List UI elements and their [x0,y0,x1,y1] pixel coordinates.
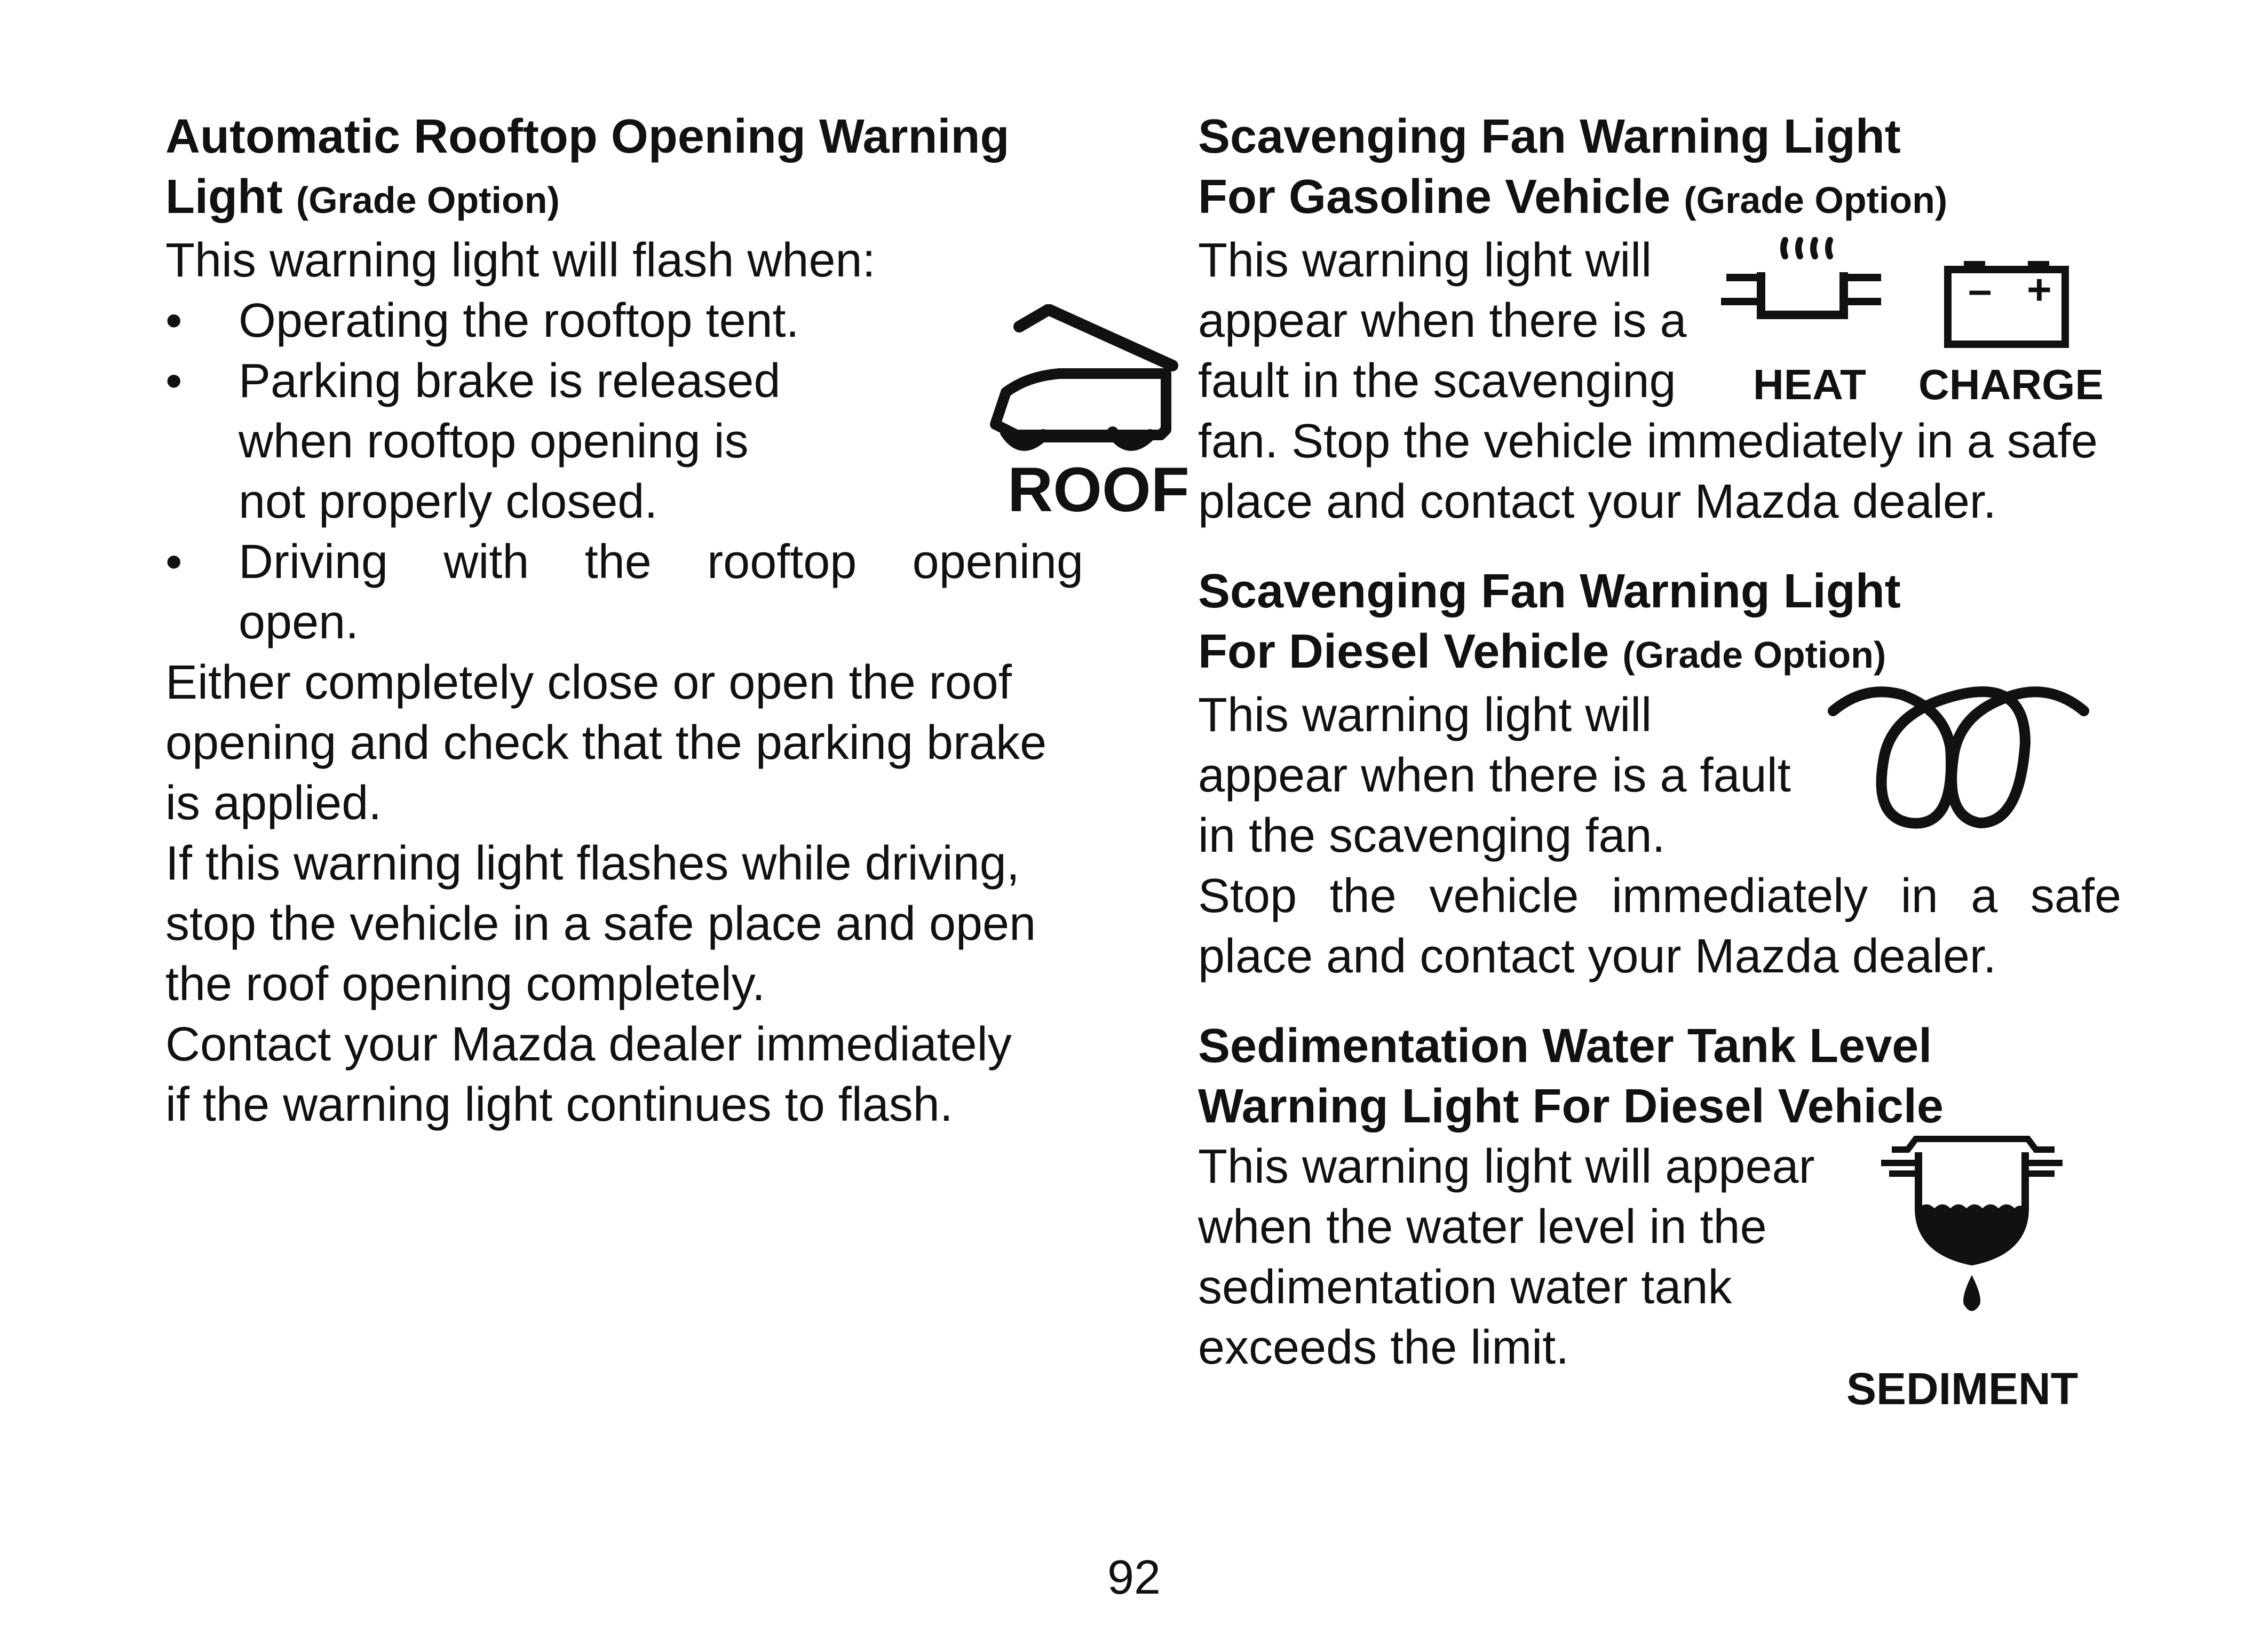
paragraph-line: when the water level in the [1198,1200,1767,1254]
paragraph-line: exceeds the limit. [1198,1321,1569,1374]
bullet-text: Parking brake is released [239,354,781,408]
gasoline-heading-vehicle: For Gasoline Vehicle [1198,170,1671,224]
rooftop-warning-section [165,107,1189,1135]
car-rooftop-icon [969,304,1193,459]
diesel-heading-line2 [1198,622,2121,685]
scavenging-diesel-section [1198,561,2121,987]
paragraph-line: in the scavenging fan. [1198,809,1666,862]
sediment-icon-label: SEDIMENT [1846,1364,2079,1414]
gasoline-heading-line1: Scavenging Fan Warning Light [1198,110,1901,163]
paragraph-line: This warning light will [1198,688,1652,742]
rooftop-intro: This warning light will flash when: [165,234,876,287]
rooftop-heading-line2 [165,167,1083,231]
paragraph-line: appear when there is a fault [1198,749,1791,802]
sediment-heading-line1: Sedimentation Water Tank Level [1198,1019,1932,1073]
bullet-text: when rooftop opening is [239,415,749,468]
bullet-dot: • [165,294,183,347]
paragraph-line: Stop the vehicle immediately in a safe [1198,869,2121,923]
page-number: 92 [1107,1551,1161,1604]
bullet-text: not properly closed. [239,475,658,528]
paragraph-line: stop the vehicle in a safe place and open [165,897,1036,951]
roof-warning-icon-group [819,304,1225,528]
roof-icon-label: ROOF [1008,455,1189,525]
sediment-tank-icon [1865,1128,2079,1352]
paragraph-line: opening and check that the parking brake [165,716,1047,770]
gasoline-heading [1198,107,2121,231]
paragraph-line: place and contact your Mazda dealer. [1198,930,1996,983]
bullet-text: Driving with the rooftop opening [239,535,1083,589]
rooftop-heading-light: Light [165,170,283,224]
battery-charge-icon [1932,254,2081,350]
grade-option-label: (Grade Option) [296,179,560,221]
paragraph-line: sedimentation water tank [1198,1261,1732,1314]
battery-outline [1932,254,2081,350]
bullet-item [165,532,1083,653]
diesel-heading-vehicle: For Diesel Vehicle [1198,625,1609,678]
paragraph-line: Either completely close or open the roof [165,656,1012,709]
right-column [1198,107,2121,1414]
paragraph-line: place and contact your Mazda dealer. [1198,475,1996,528]
paragraph-line: This warning light will appear [1198,1140,1815,1193]
paragraph-line: is applied. [165,777,382,830]
gasoline-heading-line2 [1198,167,2121,231]
glow-plug-heat-icon [1705,235,1902,342]
rooftop-paragraph-3 [165,1015,1083,1135]
bullet-dot: • [165,354,183,408]
diesel-heading [1198,561,2121,685]
sediment-heading [1198,1016,2121,1137]
paragraph-line: If this warning light flashes while driving, [165,837,1020,890]
paragraph-line: fan. Stop the vehicle immediately in a safe [1198,415,2098,468]
sediment-section [1198,1016,2121,1414]
paragraph-line: Contact your Mazda dealer immediately [165,1018,1012,1071]
rooftop-paragraph-2 [165,834,1083,1015]
left-column [165,107,1189,1135]
paragraph-line: fault in the scavenging [1198,354,1676,408]
battery-plus-sign: + [2027,266,2052,313]
diesel-heading-line1: Scavenging Fan Warning Light [1198,565,1901,618]
heat-icon-label: HEAT [1753,361,1866,408]
grade-option-label: (Grade Option) [1622,634,1886,676]
bullet-text: open. [239,596,359,649]
battery-minus-sign: – [1968,266,1992,313]
charge-icon-label: CHARGE [1918,361,2104,408]
rooftop-heading [165,107,1083,231]
sediment-heading-line2: Warning Light For Diesel Vehicle [1198,1080,1944,1133]
diesel-stop-text [1198,866,2121,987]
paragraph-line: if the warning light continues to flash. [165,1078,953,1131]
rooftop-paragraph-1 [165,653,1083,834]
paragraph-line: the roof opening completely. [165,957,766,1011]
grade-option-label: (Grade Option) [1684,179,1948,221]
paragraph-line: This warning light will [1198,234,1652,287]
bullet-dot: • [165,535,183,589]
glow-coil-icon [1822,679,2089,850]
rooftop-heading-line1: Automatic Rooftop Opening Warning [165,110,1010,163]
paragraph-line: appear when there is a [1198,294,1687,347]
bullet-text: Operating the rooftop tent. [239,294,799,347]
scavenging-gasoline-section [1198,107,2121,532]
